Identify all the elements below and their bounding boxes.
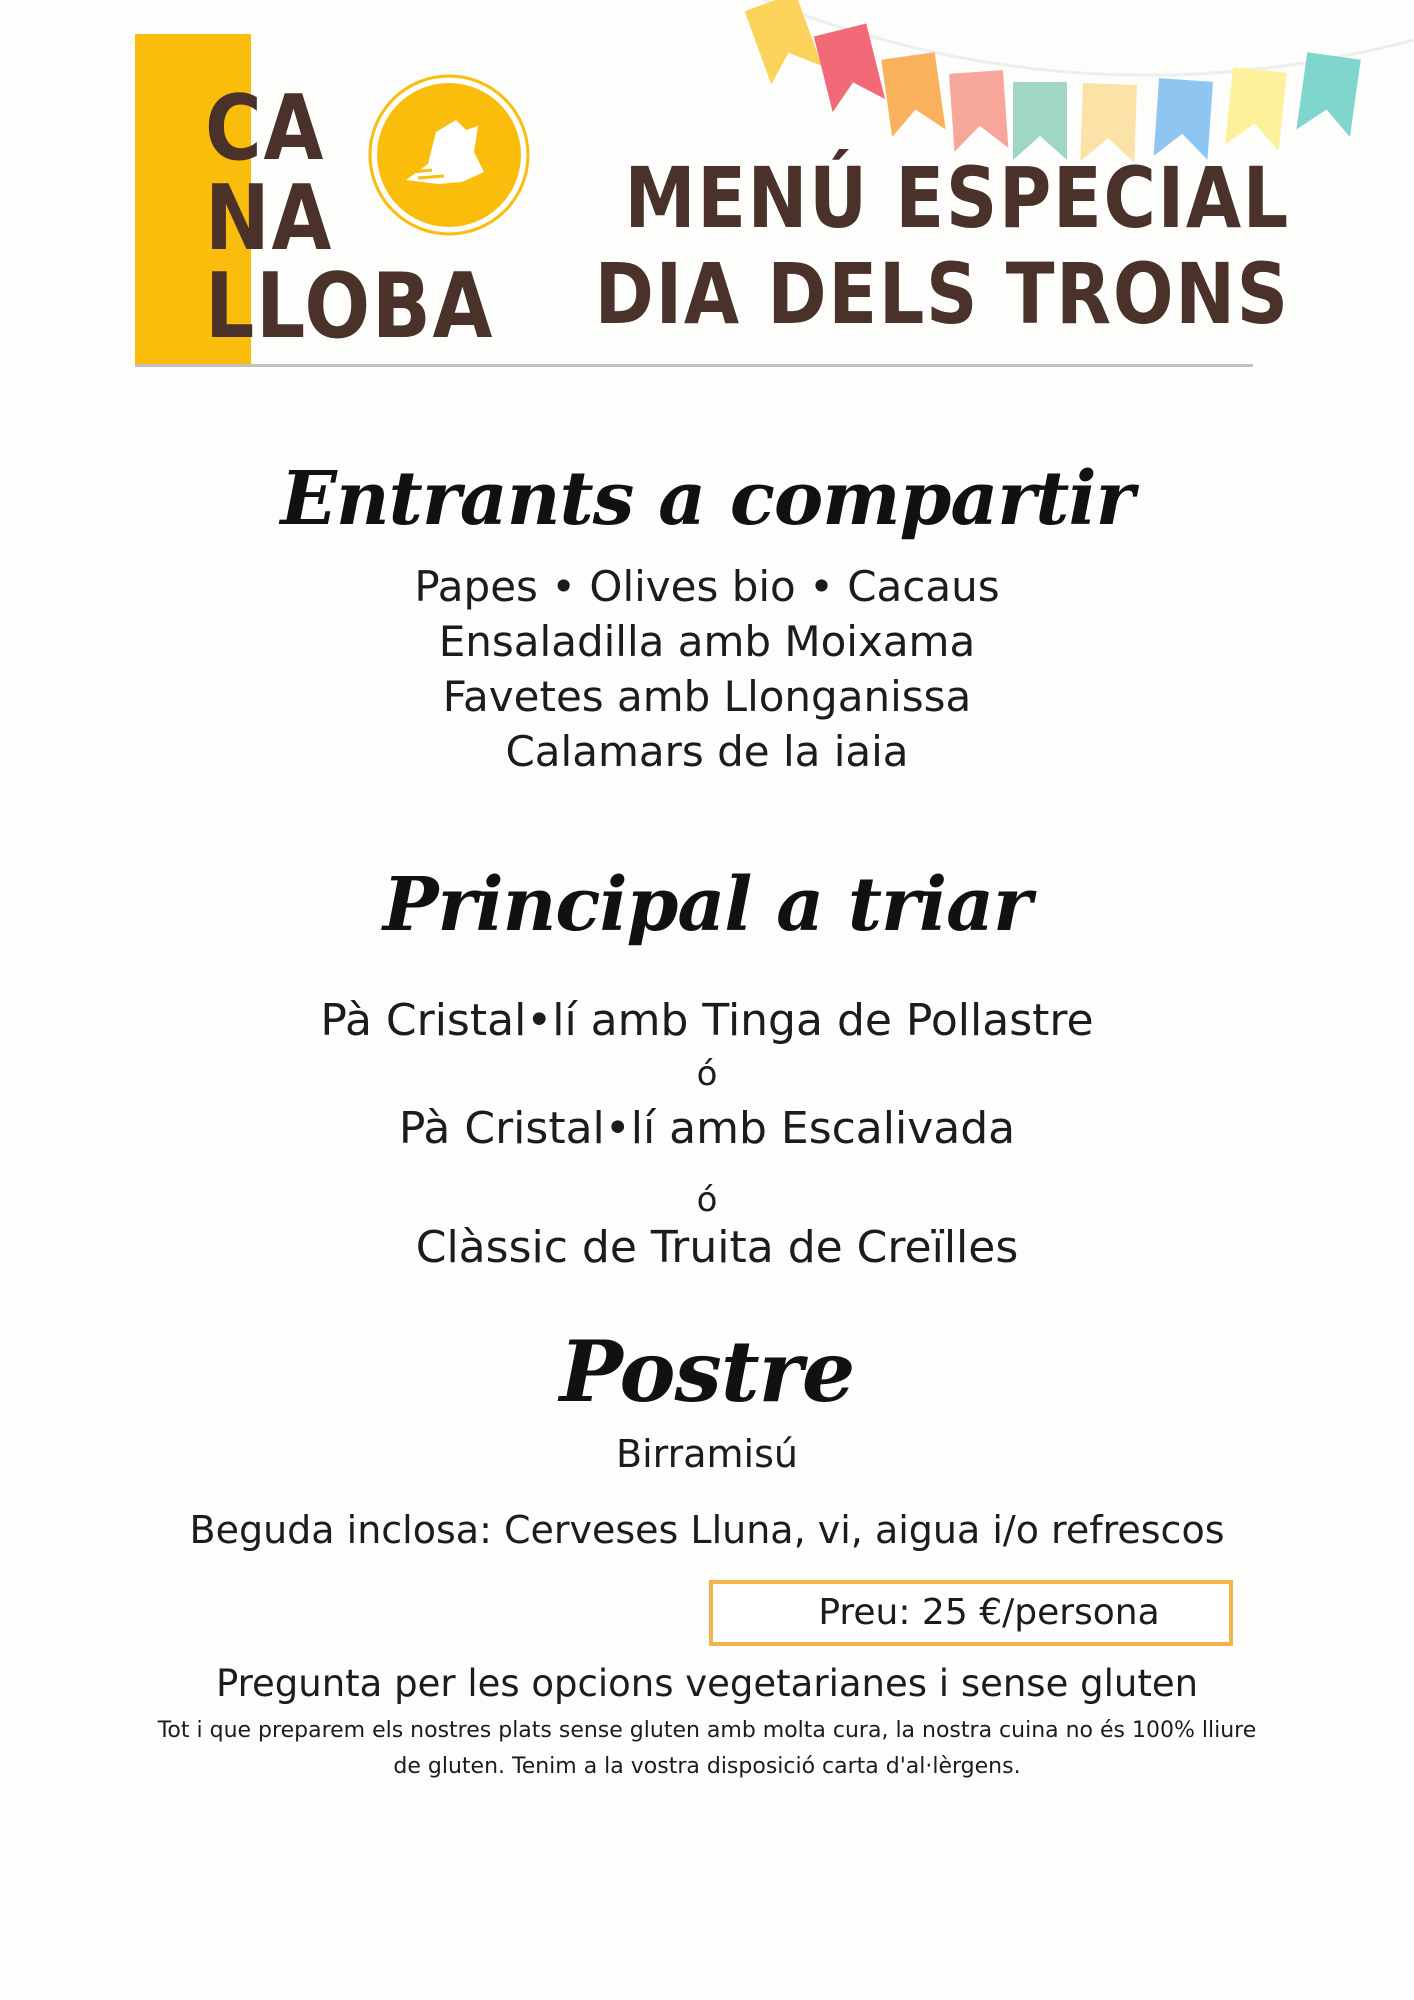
main-option-2: Pà Cristal•lí amb Escalivada: [398, 1103, 1016, 1154]
bunting-flag: [1154, 78, 1213, 160]
bunting-flag: [1296, 52, 1360, 137]
section-heading-starters: Entrants a compartir: [280, 456, 1134, 542]
bunting-flag: [1225, 67, 1287, 150]
section-heading-mains: Principal a triar: [382, 862, 1032, 948]
logo-text-line1: CA: [205, 76, 326, 181]
gluten-disclaimer-line2: de gluten. Tenim a la vostra disposició carta d'al·lèrgens.: [393, 1754, 1021, 1779]
dessert-item: Birramisú: [616, 1432, 798, 1476]
main-option-1: Pà Cristal•lí amb Tinga de Pollastre: [320, 995, 1094, 1046]
bunting-flag: [745, 0, 822, 85]
starter-item: Papes • Olives bio • Cacaus: [414, 562, 1000, 611]
price-label: Preu: 25 €/persona: [818, 1592, 1160, 1633]
drinks-included: Beguda inclosa: Cerveses Lluna, vi, aigua i/o refrescos: [189, 1508, 1225, 1552]
wolf-logo-icon: [366, 72, 532, 238]
menu-title-line2: DIA DELS TRONS: [594, 245, 1290, 343]
starter-item: Ensaladilla amb Moixama: [438, 617, 976, 666]
gluten-disclaimer-line1: Tot i que preparem els nostres plats sense gluten amb molta cura, la nostra cuina no és 100% lliure: [157, 1718, 1257, 1743]
dietary-options-notice: Pregunta per les opcions vegetarianes i sense gluten: [215, 1662, 1199, 1705]
starter-item: Calamars de la iaia: [505, 727, 909, 776]
menu-title-line1: MENÚ ESPECIAL: [624, 149, 1290, 247]
bunting-flag: [881, 52, 945, 137]
logo-text-line2: NA: [205, 166, 334, 271]
starter-item: Favetes amb Llonganissa: [442, 672, 972, 721]
bunting-flag: [949, 70, 1008, 152]
header-divider: [135, 364, 1253, 367]
main-separator-1: ó: [696, 1054, 718, 1094]
logo-text-line3: LLOBA: [205, 254, 495, 359]
main-option-3: Clàssic de Truita de Creïlles: [415, 1222, 1019, 1273]
main-separator-2: ó: [696, 1180, 718, 1220]
section-heading-dessert: Postre: [559, 1322, 855, 1421]
